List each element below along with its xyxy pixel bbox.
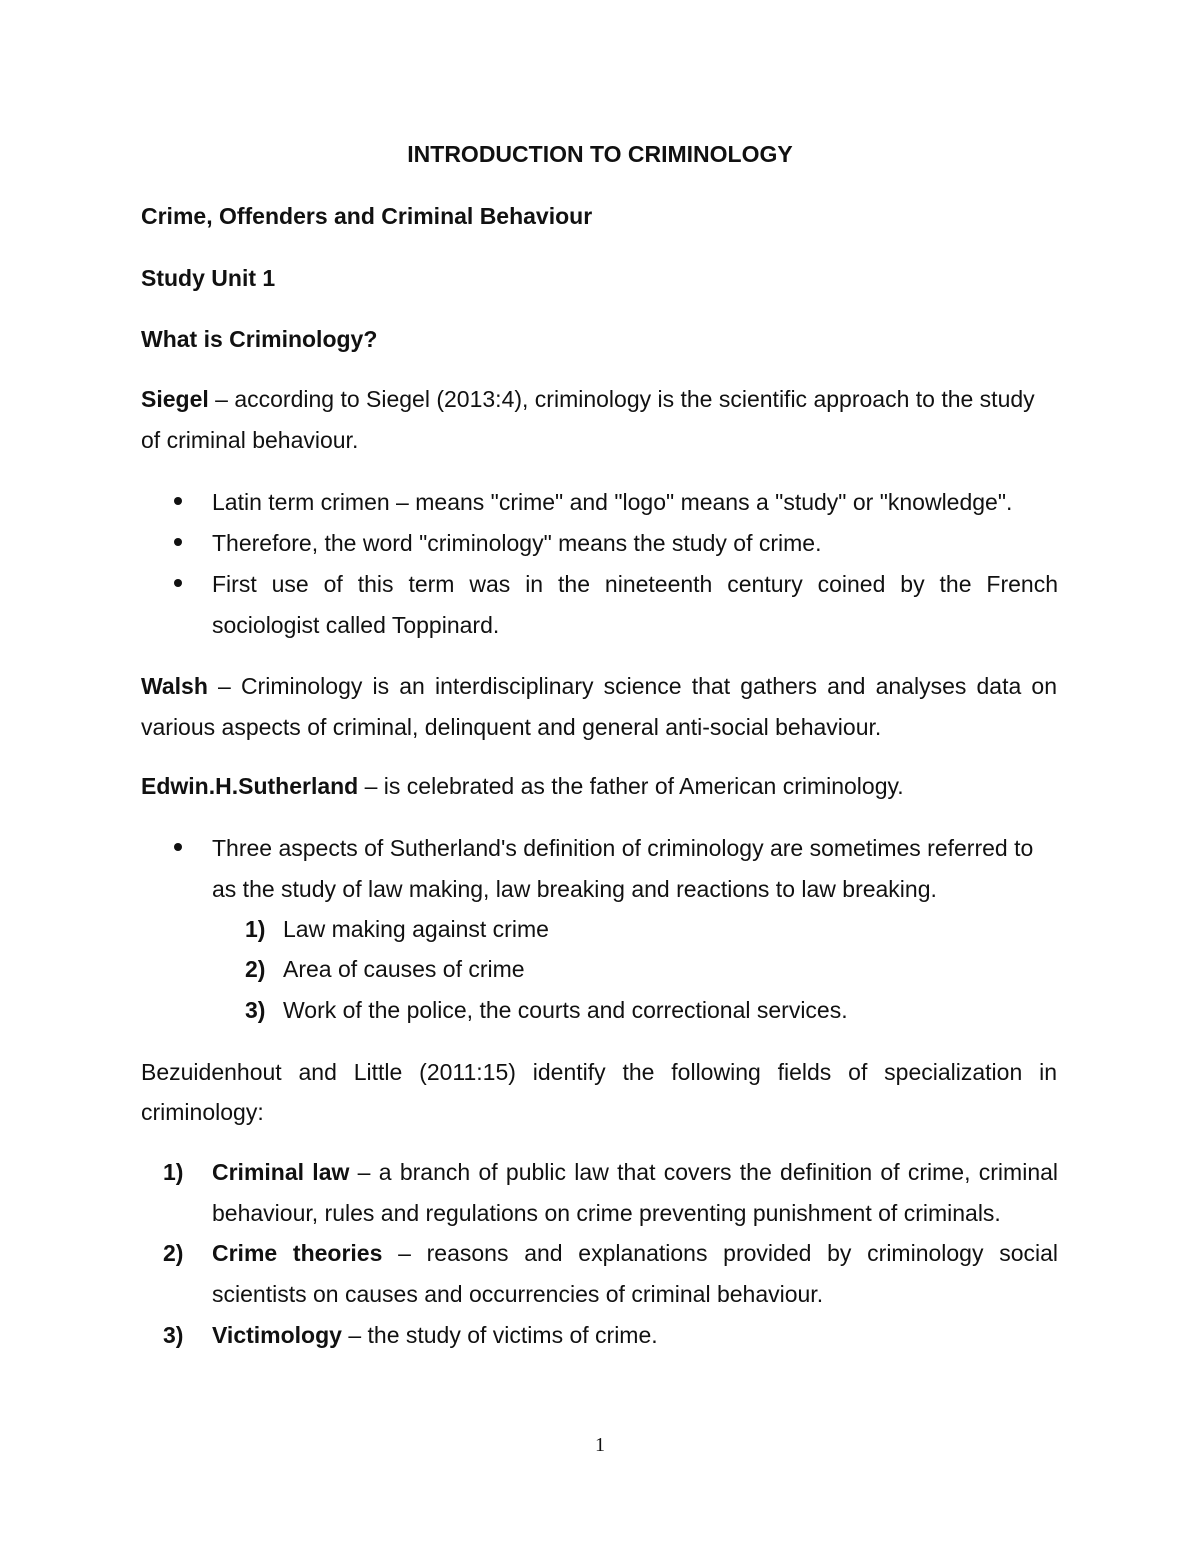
bullet-icon [174,843,182,851]
study-unit-heading: Study Unit 1 [141,265,276,291]
bullet-item-therefore: Therefore, the word "criminology" means the study of crime. [212,530,822,556]
list-number: 3) [245,997,266,1023]
bullet-icon [174,497,182,505]
bullet-item-sutherland-aspects-line1: Three aspects of Sutherland's definition of criminology are sometimes referred to [212,835,1034,861]
crime-theories-term: Crime theories [212,1240,383,1266]
walsh-paragraph-line1: Walsh – Criminology is an interdisciplinary science that gathers and analyses data on [141,673,1057,699]
aspect-item-police-courts: Work of the police, the courts and correctional services. [283,997,848,1023]
field-victimology: Victimology – the study of victims of crime. [212,1322,658,1348]
list-number: 2) [245,956,266,982]
field-criminal-law-line1: Criminal law – a branch of public law that covers the definition of crime, criminal [212,1159,1059,1185]
list-number: 2) [163,1240,184,1266]
aspect-item-law-making: Law making against crime [283,916,549,942]
document-title: INTRODUCTION TO CRIMINOLOGY [407,141,793,167]
field-crime-theories-line2: scientists on causes and occurrencies of criminal behaviour. [212,1281,824,1307]
siegel-paragraph-line1: Siegel – according to Siegel (2013:4), criminology is the scientific approach to the study [141,386,1035,412]
aspect-item-causes: Area of causes of crime [283,956,525,982]
list-number: 3) [163,1322,184,1348]
bullet-icon [174,579,182,587]
bullet-item-first-use-line1: First use of this term was in the nineteenth century coined by the French [212,571,1058,597]
list-number: 1) [245,916,266,942]
sutherland-paragraph: Edwin.H.Sutherland – is celebrated as the father of American criminology. [141,773,904,799]
field-criminal-law-line2: behaviour, rules and regulations on crime preventing punishment of criminals. [212,1200,1001,1226]
sutherland-term: Edwin.H.Sutherland [141,773,359,799]
siegel-paragraph-line2: of criminal behaviour. [141,427,359,453]
siegel-term: Siegel [141,386,209,412]
bezuidenhout-paragraph-line2: criminology: [141,1099,264,1125]
walsh-paragraph-line2: various aspects of criminal, delinquent and general anti-social behaviour. [141,714,882,740]
page-number: 1 [595,1434,605,1456]
bullet-item-latin-term: Latin term crimen – means "crime" and "logo" means a "study" or "knowledge". [212,489,1013,515]
list-number: 1) [163,1159,184,1185]
section-subtitle: Crime, Offenders and Criminal Behaviour [141,203,593,229]
walsh-term: Walsh [141,673,208,699]
question-heading: What is Criminology? [141,326,378,352]
victimology-term: Victimology [212,1322,342,1348]
bezuidenhout-paragraph-line1: Bezuidenhout and Little (2011:15) identify the following fields of specialization in [141,1059,1057,1085]
field-crime-theories-line1: Crime theories – reasons and explanations provided by criminology social [212,1240,1058,1266]
bullet-icon [174,538,182,546]
bullet-item-first-use-line2: sociologist called Toppinard. [212,612,500,638]
bullet-item-sutherland-aspects-line2: as the study of law making, law breaking and reactions to law breaking. [212,876,937,902]
criminal-law-term: Criminal law [212,1159,350,1185]
